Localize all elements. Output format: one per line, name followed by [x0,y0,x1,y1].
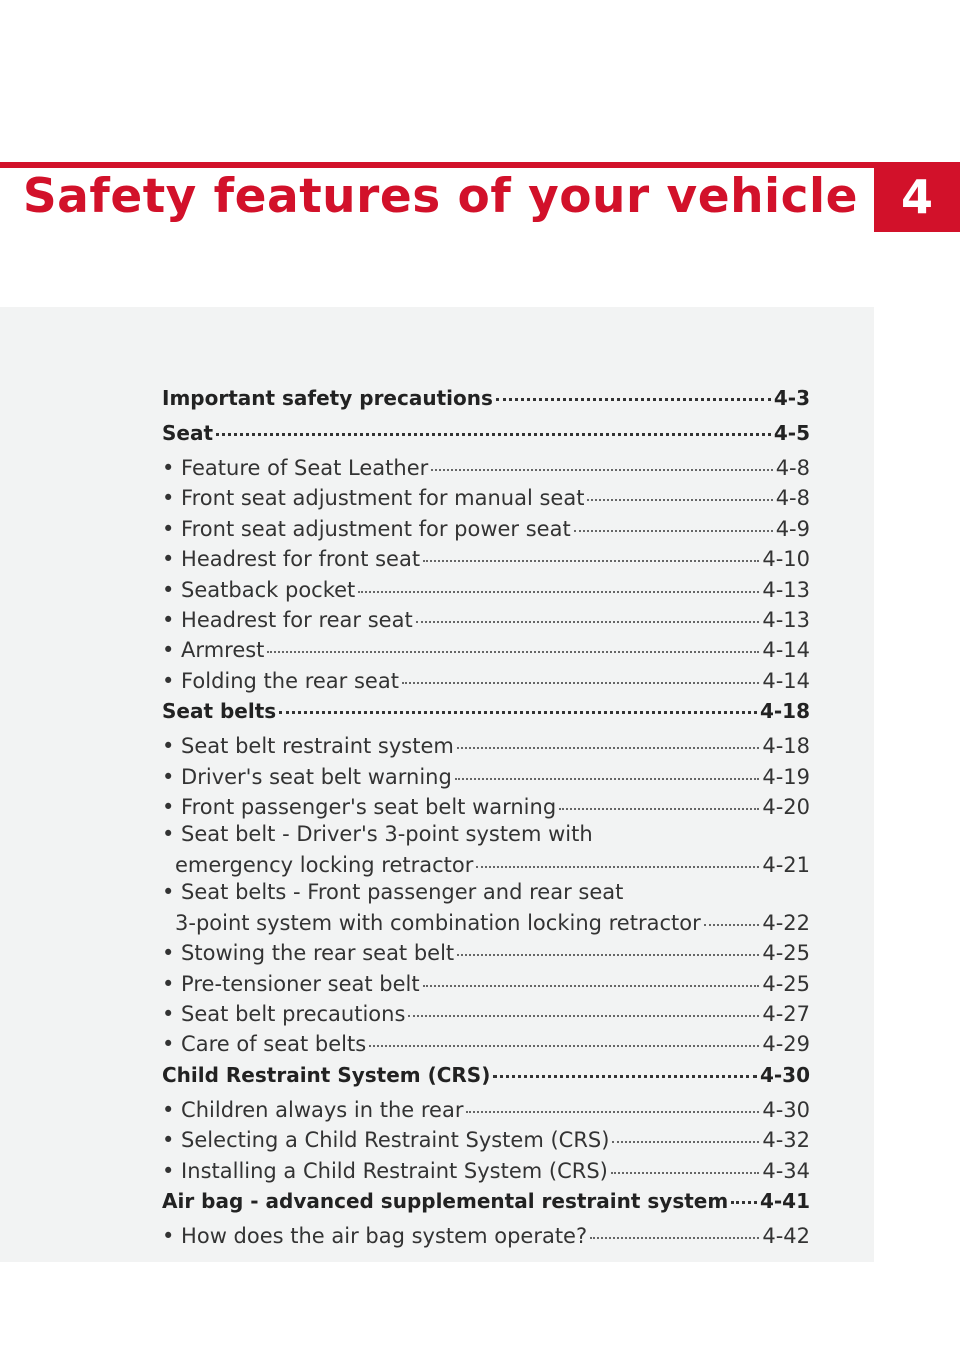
table-of-contents [162,382,810,1250]
dot-leader [369,1024,759,1047]
toc-page-number: 4-14 [762,668,810,693]
dot-leader [423,539,759,562]
toc-section-heading[interactable] [162,695,810,726]
toc-entry-label-continued: 3-point system with combination locking retractor [175,910,701,935]
dot-leader [611,1151,759,1174]
toc-entry-label: • Front seat adjustment for manual seat [162,486,585,511]
toc-page-number: 4-32 [762,1128,810,1153]
chapter-title: Safety features of your vehicle [22,169,858,224]
toc-entry[interactable] [162,1155,810,1185]
toc-page-number: 4-34 [762,1158,810,1183]
toc-entry[interactable] [162,791,810,821]
toc-page-number: 4-10 [762,547,810,572]
dot-leader [431,448,772,471]
dot-leader [587,478,772,501]
toc-entry-label: • Headrest for rear seat [162,608,413,633]
toc-page-number: 4-13 [762,608,810,633]
toc-page-number: 4-18 [762,734,810,759]
toc-page-number: 4-25 [762,971,810,996]
dot-leader [612,1120,759,1143]
toc-entry-label: • Seat belts - Front passenger and rear seat [162,880,624,905]
toc-entry-label: Important safety precautions [162,386,493,410]
toc-entry-label: • Children always in the rear [162,1097,464,1122]
toc-page-number: 4-27 [762,1001,810,1026]
toc-page-number: 4-19 [762,764,810,789]
toc-entry-label: • Folding the rear seat [162,668,399,693]
dot-leader [457,726,760,749]
toc-page-number: 4-22 [762,910,810,935]
toc-section-heading[interactable] [162,382,810,413]
toc-entry-label: • Seat belt precautions [162,1001,406,1026]
toc-entry[interactable] [162,1220,810,1250]
toc-entry-continuation[interactable] [162,849,810,879]
dot-leader [590,1216,759,1239]
toc-entry-label: • Selecting a Child Restraint System (CRS) [162,1128,610,1153]
toc-entry-label: • Headrest for front seat [162,547,421,572]
dot-leader [279,691,757,714]
dot-leader [408,994,759,1017]
dot-leader [267,630,759,653]
toc-page-number: 4-8 [775,456,810,480]
toc-entry-label: • Stowing the rear seat belt [162,941,455,966]
dot-leader [423,964,760,987]
toc-page-number: 4-3 [773,386,810,410]
toc-entry-label-continued: emergency locking retractor [175,852,474,877]
toc-entry-label: • Pre-tensioner seat belt [162,971,420,996]
dot-leader [731,1181,757,1204]
toc-entry-label: • Armrest [162,638,265,663]
toc-page-number: 4-13 [762,577,810,602]
toc-section-heading[interactable] [162,1185,810,1216]
dot-leader [574,509,773,532]
dot-leader [493,1055,757,1078]
toc-entry-label: Seat [162,421,214,445]
toc-page-number: 4-18 [759,699,810,724]
toc-entry-label: • How does the air bag system operate? [162,1223,588,1248]
toc-section-heading[interactable] [162,417,810,448]
dot-leader [466,1090,759,1113]
toc-page-number: 4-29 [762,1032,810,1057]
toc-entry-label: • Seat belt restraint system [162,734,454,759]
toc-page-number: 4-21 [762,852,810,877]
toc-entry-label: • Installing a Child Restraint System (CRS) [162,1158,608,1183]
toc-entry-label: Child Restraint System (CRS) [162,1062,491,1087]
toc-entry-label: • Front passenger's seat belt warning [162,795,557,820]
toc-page-number: 4-20 [762,795,810,820]
toc-entry-label: • Seatback pocket [162,577,356,602]
toc-entry-label: • Care of seat belts [162,1032,367,1057]
toc-entry-label: Seat belts [162,699,277,724]
toc-section-heading[interactable] [162,1059,810,1090]
dot-leader [416,600,760,623]
toc-page-number: 4-25 [762,941,810,966]
dot-leader [559,787,759,810]
toc-page-number: 4-30 [762,1097,810,1122]
toc-entry-label: • Feature of Seat Leather [162,456,429,480]
dot-leader [476,845,759,868]
dot-leader [457,933,759,956]
toc-page-number: 4-30 [759,1062,810,1087]
toc-page-number: 4-9 [775,516,810,541]
dot-leader [455,757,760,780]
dot-leader [496,378,771,401]
dot-leader [402,661,759,684]
toc-page-number: 4-14 [762,638,810,663]
toc-page-number: 4-41 [759,1188,810,1213]
toc-page-number: 4-5 [773,421,810,445]
toc-page-number: 4-42 [762,1223,810,1248]
toc-entry-label: • Seat belt - Driver's 3-point system with [162,822,593,847]
chapter-number-badge: 4 [874,162,960,232]
toc-page-number: 4-8 [775,486,810,511]
dot-leader [358,570,759,593]
toc-entry-label: Air bag - advanced supplemental restraint system [162,1188,729,1213]
dot-leader [704,903,760,926]
dot-leader [216,413,771,436]
toc-entry-label: • Driver's seat belt warning [162,764,452,789]
toc-entry-label: • Front seat adjustment for power seat [162,516,571,541]
